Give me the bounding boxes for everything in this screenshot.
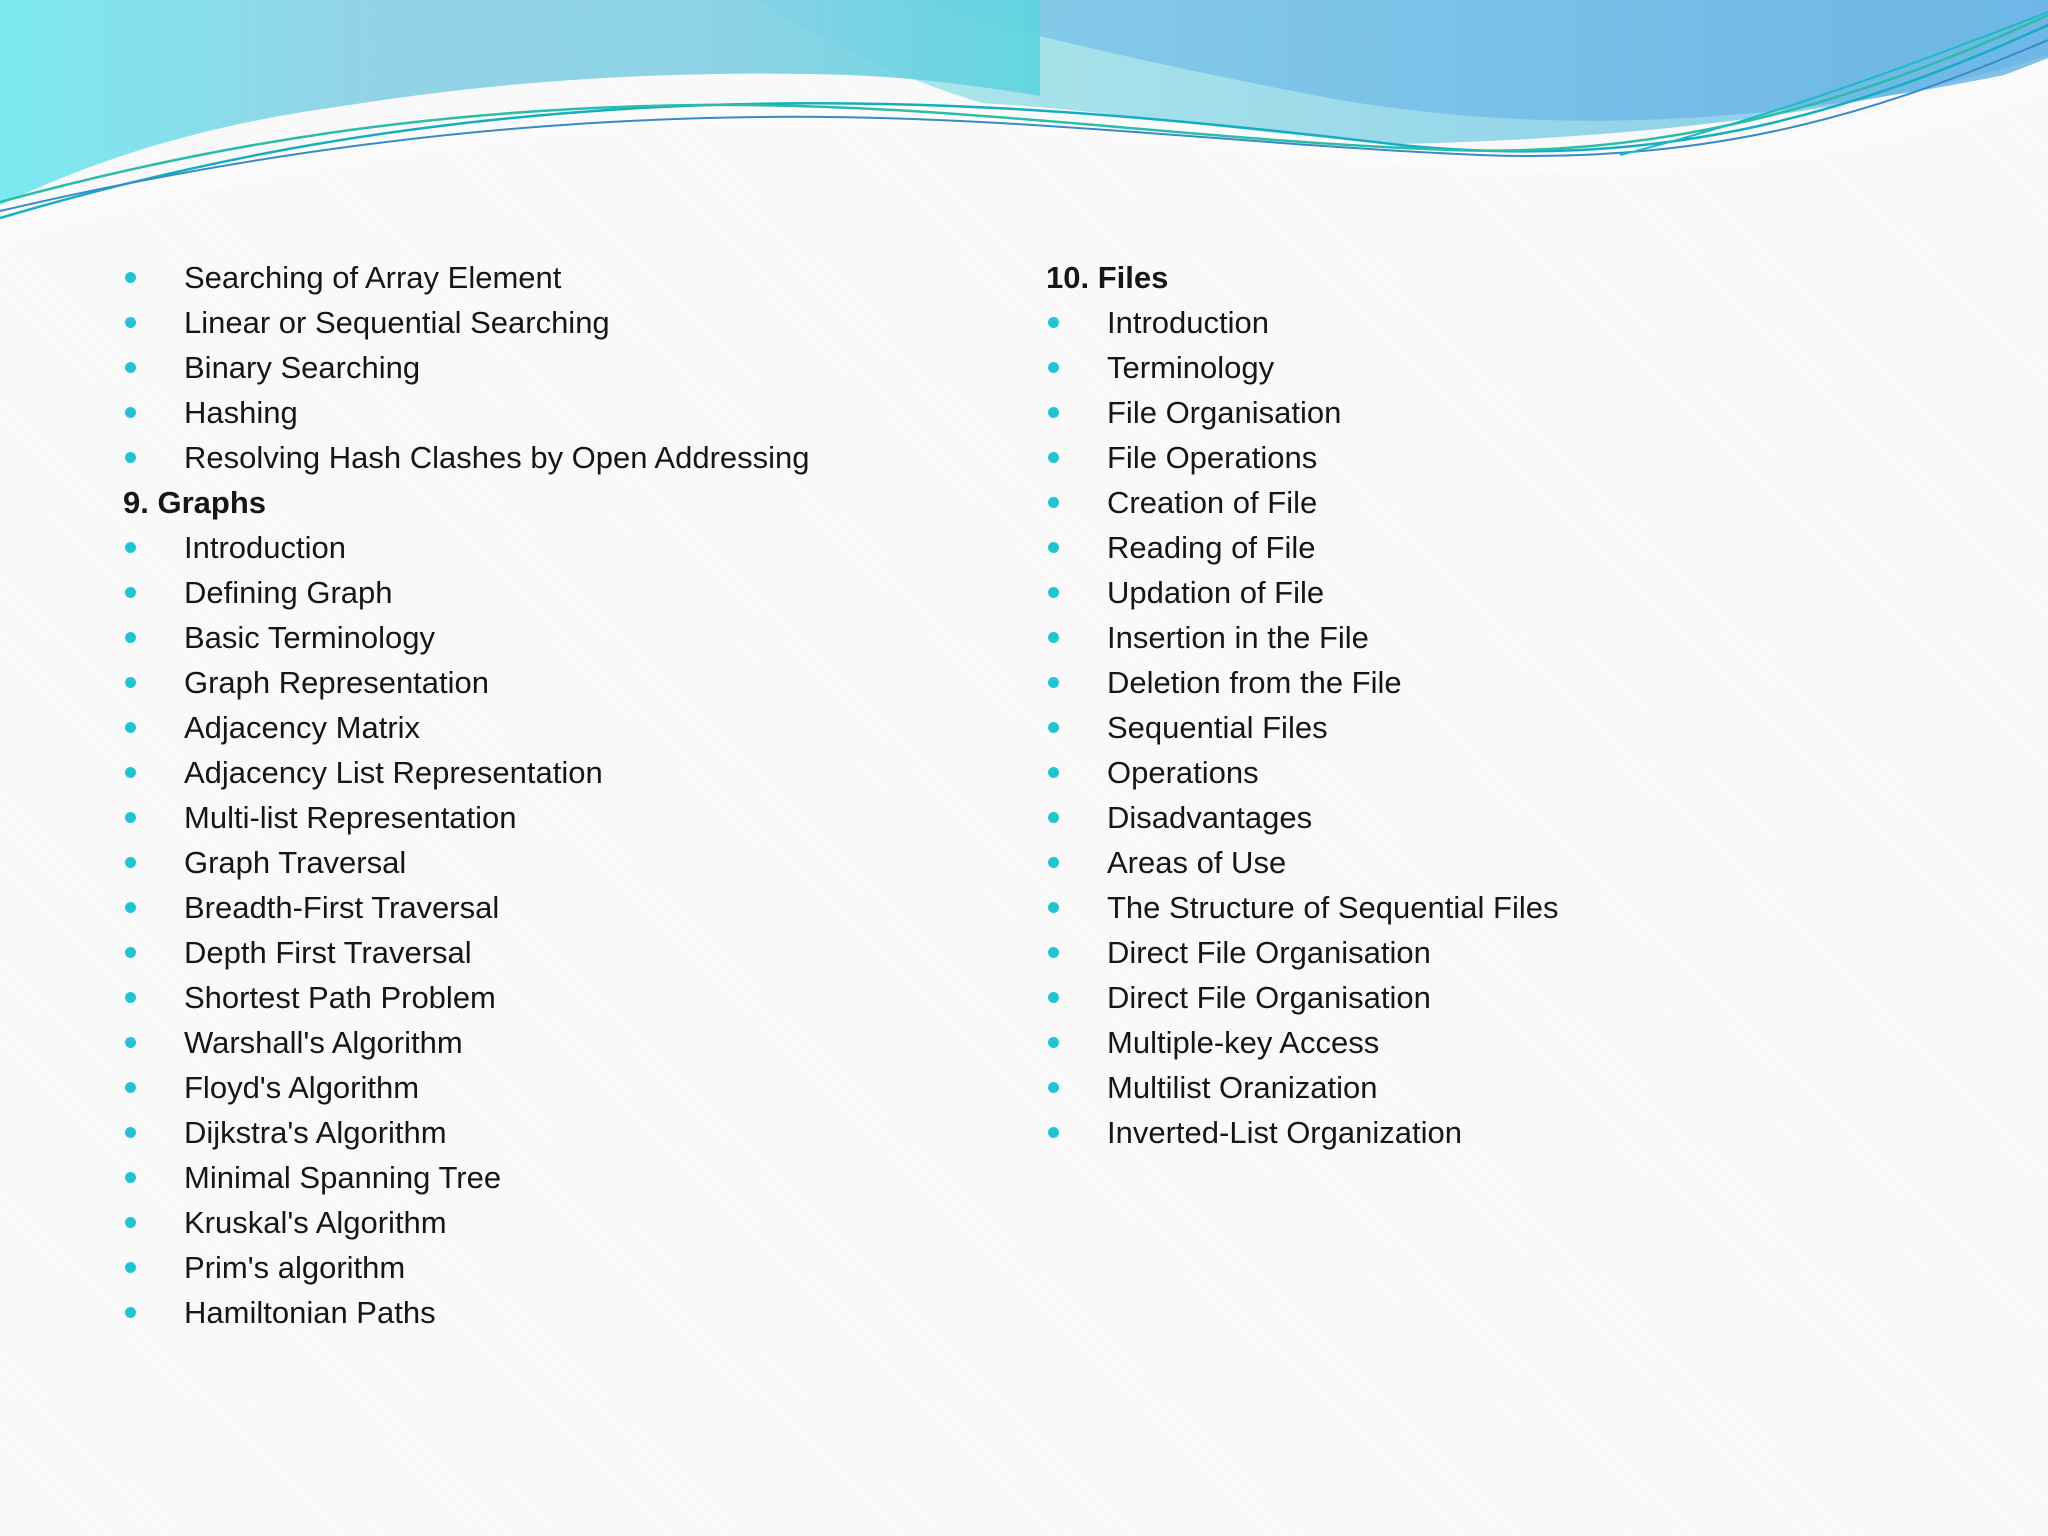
list-item: Binary Searching bbox=[120, 345, 980, 390]
bullet-icon bbox=[1048, 452, 1059, 463]
bullet-icon bbox=[1048, 632, 1059, 643]
right-column bbox=[1043, 255, 1943, 1155]
list-item: Introduction bbox=[1043, 300, 1943, 345]
list-item: Operations bbox=[1043, 750, 1943, 795]
list-item: Direct File Organisation bbox=[1043, 975, 1943, 1020]
bullet-icon bbox=[1048, 812, 1059, 823]
bullet-icon bbox=[125, 857, 136, 868]
bullet-icon bbox=[1048, 722, 1059, 733]
list-item: Updation of File bbox=[1043, 570, 1943, 615]
list-item: Inverted-List Organization bbox=[1043, 1110, 1943, 1155]
bullet-icon bbox=[1048, 1082, 1059, 1093]
bullet-icon bbox=[125, 407, 136, 418]
list-item: Kruskal's Algorithm bbox=[120, 1200, 980, 1245]
bullet-icon bbox=[125, 317, 136, 328]
list-item: Basic Terminology bbox=[120, 615, 980, 660]
bullet-icon bbox=[125, 947, 136, 958]
list-item: Introduction bbox=[120, 525, 980, 570]
bullet-icon bbox=[1048, 542, 1059, 553]
list-item: Adjacency Matrix bbox=[120, 705, 980, 750]
list-item: Reading of File bbox=[1043, 525, 1943, 570]
list-item: Dijkstra's Algorithm bbox=[120, 1110, 980, 1155]
bullet-icon bbox=[125, 1127, 136, 1138]
list-item: File Operations bbox=[1043, 435, 1943, 480]
list-item: Linear or Sequential Searching bbox=[120, 300, 980, 345]
bullet-icon bbox=[125, 1172, 136, 1183]
bullet-icon bbox=[1048, 677, 1059, 688]
list-item: Disadvantages bbox=[1043, 795, 1943, 840]
list-item: Deletion from the File bbox=[1043, 660, 1943, 705]
list-item: Breadth-First Traversal bbox=[120, 885, 980, 930]
bullet-icon bbox=[1048, 1037, 1059, 1048]
bullet-icon bbox=[125, 542, 136, 553]
left-column bbox=[120, 255, 980, 1335]
bullet-icon bbox=[125, 767, 136, 778]
bullet-icon bbox=[1048, 587, 1059, 598]
list-item: Floyd's Algorithm bbox=[120, 1065, 980, 1110]
bullet-icon bbox=[125, 362, 136, 373]
bullet-icon bbox=[1048, 857, 1059, 868]
list-item: Defining Graph bbox=[120, 570, 980, 615]
list-item: Graph Representation bbox=[120, 660, 980, 705]
bullet-icon bbox=[125, 587, 136, 598]
list-item: Searching of Array Element bbox=[120, 255, 980, 300]
list-item: Adjacency List Representation bbox=[120, 750, 980, 795]
bullet-icon bbox=[125, 902, 136, 913]
list-item: Areas of Use bbox=[1043, 840, 1943, 885]
bullet-icon bbox=[125, 722, 136, 733]
bullet-icon bbox=[125, 1082, 136, 1093]
list-item: Depth First Traversal bbox=[120, 930, 980, 975]
bullet-icon bbox=[125, 272, 136, 283]
list-item: Multiple-key Access bbox=[1043, 1020, 1943, 1065]
list-item: Insertion in the File bbox=[1043, 615, 1943, 660]
bullet-icon bbox=[1048, 902, 1059, 913]
list-item: Shortest Path Problem bbox=[120, 975, 980, 1020]
list-item: Creation of File bbox=[1043, 480, 1943, 525]
list-item: Graph Traversal bbox=[120, 840, 980, 885]
list-item: Multi-list Representation bbox=[120, 795, 980, 840]
bullet-icon bbox=[1048, 947, 1059, 958]
bullet-icon bbox=[1048, 317, 1059, 328]
list-item: Warshall's Algorithm bbox=[120, 1020, 980, 1065]
list-item: Minimal Spanning Tree bbox=[120, 1155, 980, 1200]
bullet-icon bbox=[1048, 497, 1059, 508]
list-item: Resolving Hash Clashes by Open Addressing bbox=[120, 435, 980, 480]
bullet-icon bbox=[1048, 992, 1059, 1003]
bullet-icon bbox=[125, 452, 136, 463]
section-heading-graphs: 9. Graphs bbox=[123, 485, 266, 520]
bullet-icon bbox=[1048, 767, 1059, 778]
bullet-icon bbox=[1048, 1127, 1059, 1138]
bullet-icon bbox=[125, 1037, 136, 1048]
list-item: Terminology bbox=[1043, 345, 1943, 390]
list-item: Prim's algorithm bbox=[120, 1245, 980, 1290]
bullet-icon bbox=[125, 992, 136, 1003]
section-heading-files: 10. Files bbox=[1046, 260, 1169, 295]
list-item: Hamiltonian Paths bbox=[120, 1290, 980, 1335]
list-item: Direct File Organisation bbox=[1043, 930, 1943, 975]
bullet-icon bbox=[1048, 407, 1059, 418]
list-item: The Structure of Sequential Files bbox=[1043, 885, 1943, 930]
bullet-icon bbox=[125, 812, 136, 823]
list-item: Multilist Oranization bbox=[1043, 1065, 1943, 1110]
list-item: Hashing bbox=[120, 390, 980, 435]
bullet-icon bbox=[125, 632, 136, 643]
bullet-icon bbox=[125, 1307, 136, 1318]
bullet-icon bbox=[125, 677, 136, 688]
bullet-icon bbox=[1048, 362, 1059, 373]
list-item: Sequential Files bbox=[1043, 705, 1943, 750]
list-item: File Organisation bbox=[1043, 390, 1943, 435]
bullet-icon bbox=[125, 1262, 136, 1273]
decorative-wave-header bbox=[0, 0, 2048, 260]
bullet-icon bbox=[125, 1217, 136, 1228]
